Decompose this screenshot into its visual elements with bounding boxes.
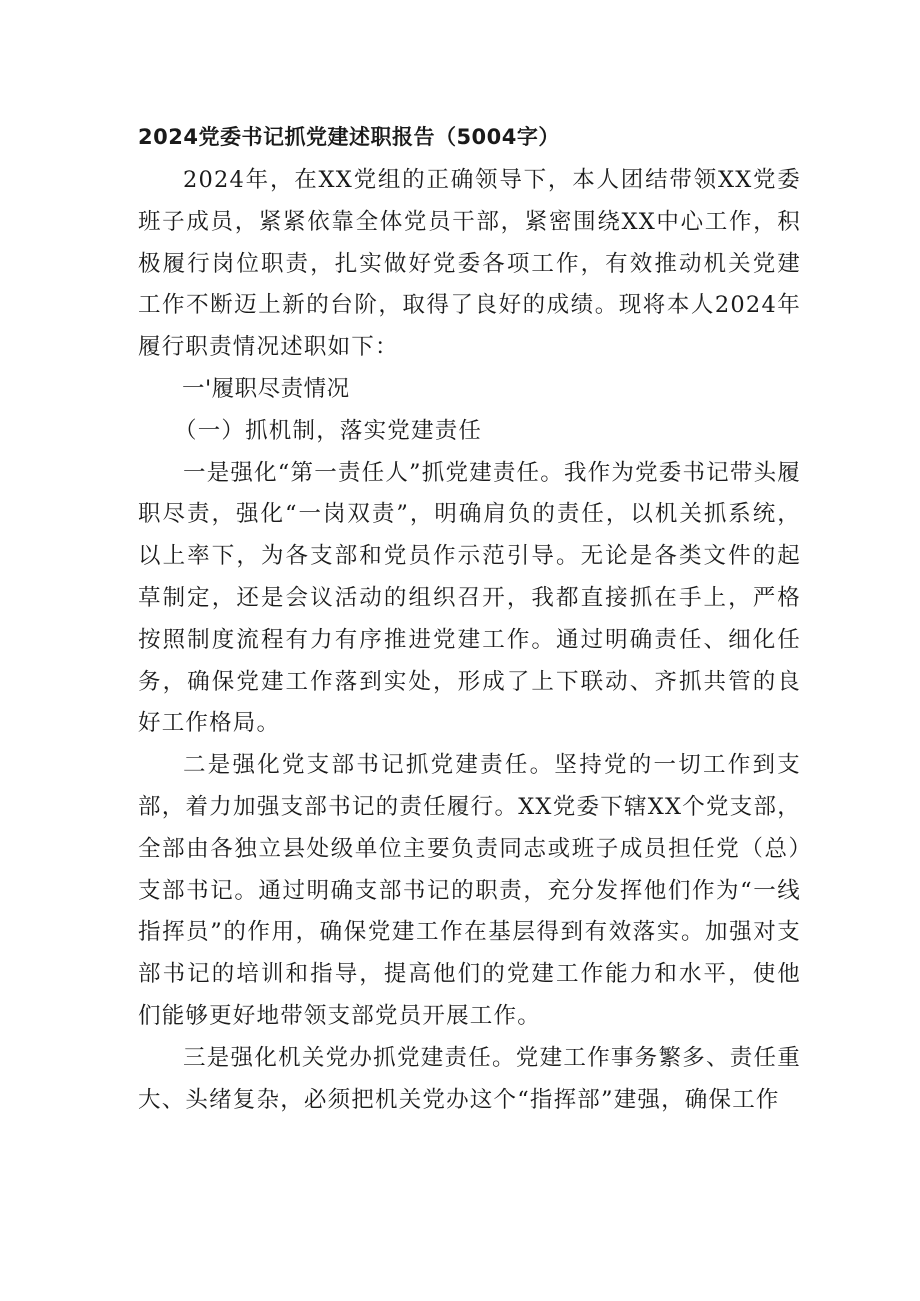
body-paragraph-3: 三是强化机关党办抓党建责任。党建工作事务繁多、责任重大、头绪复杂，必须把机关党办这个“指挥部”建强，确保工作 bbox=[138, 1044, 801, 1113]
document-title: 2024党委书记抓党建述职报告（5004字） bbox=[138, 125, 560, 149]
body-paragraph-2: 二是强化党支部书记抓党建责任。坚持党的一切工作到支部，着力加强支部书记的责任履行。XX党委下辖XX个党支部，全部由各独立县处级单位主要负责同志或班子成员担任党（总）支部书记。通过明确支部书记的职责，充分发挥他们作为“一线指挥员”的作用，确保党建工作在基层得到有效落实。加强对支部书记的培训和指导，提高他们的党建工作能力和水平，使他们能够更好地带领支部党员开展工作。 bbox=[138, 752, 801, 1029]
intro-paragraph: 2024年，在XX党组的正确领导下，本人团结带领XX党委班子成员，紧紧依靠全体党员干部，紧密围绕XX中心工作，积极履行岗位职责，扎实做好党委各项工作，有效推动机关党建工作不断迈上新的台阶，取得了良好的成绩。现将本人2024年履行职责情况述职如下： bbox=[138, 167, 801, 361]
body-paragraph-1: 一是强化“第一责任人”抓党建责任。我作为党委书记带头履职尽责，强化“一岗双责”，明确肩负的责任，以机关抓系统，以上率下，为各支部和党员作示范引导。无论是各类文件的起草制定，还是会议活动的组织召开，我都直接抓在手上，严格按照制度流程有力有序推进党建工作。通过明确责任、细化任务，确保党建工作落到实处，形成了上下联动、齐抓共管的良好工作格局。 bbox=[138, 459, 801, 737]
subsection-heading: （一）抓机制，落实党建责任 bbox=[174, 417, 483, 444]
section-heading: 一'履职尽责情况 bbox=[182, 375, 350, 402]
document-body bbox=[138, 160, 801, 1121]
